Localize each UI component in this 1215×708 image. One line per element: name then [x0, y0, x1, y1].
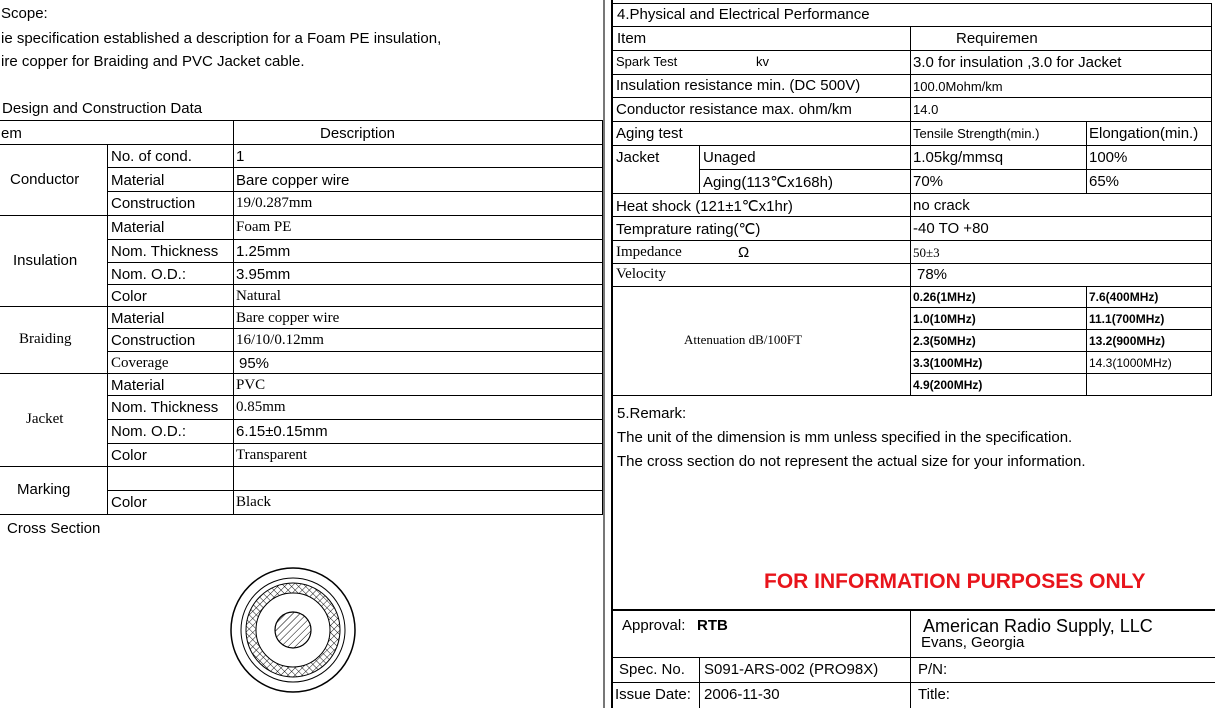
title-label: Title: [918, 686, 950, 703]
spec-no-value: S091-ARS-002 (PRO98X) [704, 661, 879, 678]
row-label: Color [111, 288, 147, 305]
left-table-vline-b [233, 120, 234, 514]
titleblock-top [612, 609, 1215, 611]
perf-line [612, 26, 1212, 27]
row-value: 19/0.287mm [236, 195, 313, 211]
row-sep [107, 239, 603, 240]
center-divider-2 [611, 0, 613, 708]
attenuation-label: Attenuation dB/100FT [684, 332, 803, 347]
attenuation-value: 14.3(1000MHz) [1089, 356, 1172, 370]
attenuation-value: 1.0(10MHz) [913, 312, 976, 326]
row-value: 0.85mm [236, 399, 286, 415]
row-sep [107, 351, 603, 352]
row-value: Natural [236, 288, 281, 304]
row-value: Foam PE [236, 219, 292, 235]
velocity-value: 78% [917, 266, 948, 283]
conductor-resistance-value: 14.0 [913, 102, 939, 117]
attenuation-value: 0.26(1MHz) [913, 290, 976, 304]
row-label: Construction [111, 332, 196, 349]
row-label: Material [111, 310, 165, 327]
group-jacket: Jacket [26, 411, 64, 427]
heat-shock-label: Heat shock (121±1℃x1hr) [616, 198, 793, 215]
row-label: Color [111, 494, 147, 511]
atten-line [910, 329, 1212, 330]
aged-tensile: 70% [913, 173, 944, 190]
impedance-label: Impedance [616, 244, 682, 260]
right-top-line [612, 3, 1212, 4]
group-braiding: Braiding [19, 331, 72, 347]
insulation-resistance-label: Insulation resistance min. (DC 500V) [616, 77, 861, 94]
approval-label: Approval: [622, 617, 686, 634]
attenuation-value: 13.2(900MHz) [1089, 334, 1166, 348]
row-label: Coverage [111, 355, 169, 371]
issue-date-value: 2006-11-30 [704, 686, 780, 703]
row-sep [107, 419, 603, 420]
conductor-resistance-label: Conductor resistance max. ohm/km [616, 101, 852, 118]
row-value: 1.25mm [236, 243, 291, 260]
perf-line [612, 97, 1212, 98]
scope-line-1: ie specification established a description for a Foam PE insulation, [1, 30, 442, 47]
row-sep [107, 284, 603, 285]
perf-line [612, 263, 1212, 264]
perf-line [699, 169, 1212, 170]
attenuation-value: 7.6(400MHz) [1089, 290, 1159, 304]
row-label: No. of cond. [111, 148, 192, 165]
center-divider [603, 0, 605, 708]
row-label: Nom. O.D.: [111, 423, 187, 440]
scope-title: Scope: [1, 5, 48, 22]
remark-line-2: The cross section do not represent the actual size for your information. [617, 453, 1086, 470]
row-label: Nom. Thickness [111, 243, 219, 260]
perf-vline [910, 26, 911, 395]
group-sep [0, 466, 603, 467]
company-name: American Radio Supply, LLC [923, 616, 1153, 636]
row-value: Black [236, 494, 271, 510]
titleblock-line [612, 682, 1215, 683]
aged-elongation: 65% [1089, 173, 1120, 190]
group-sep [0, 373, 603, 374]
heat-shock-value: no crack [913, 197, 970, 214]
design-title: Design and Construction Data [2, 100, 203, 117]
spark-test-unit: kv [756, 54, 769, 69]
cross-section-title: Cross Section [7, 520, 101, 537]
group-conductor: Conductor [10, 171, 80, 188]
scope-line-2: ire copper for Braiding and PVC Jacket cable. [1, 53, 305, 70]
left-table-header-line [0, 144, 603, 145]
insulation-resistance-value: 100.0Mohm/km [913, 79, 1003, 94]
perf-line [612, 216, 1212, 217]
aged-label: Aging(113℃x168h) [703, 174, 833, 191]
temperature-value: -40 TO +80 [913, 220, 989, 237]
cable-cross-section-drawing [228, 565, 358, 695]
titleblock-vline [910, 609, 911, 708]
group-sep [0, 306, 603, 307]
row-label: Material [111, 377, 165, 394]
perf-header-item: Item [617, 30, 647, 47]
spark-test-label: Spark Test [616, 54, 678, 69]
tensile-strength-label: Tensile Strength(min.) [913, 126, 1040, 141]
temperature-label: Temprature rating(℃) [616, 221, 761, 238]
perf-header-requirement: Requiremen [956, 30, 1038, 47]
row-value: Transparent [236, 447, 308, 463]
atten-line [910, 351, 1212, 352]
atten-line [910, 307, 1212, 308]
left-header-description: Description [320, 125, 396, 142]
group-marking: Marking [17, 481, 71, 498]
perf-line [612, 121, 1212, 122]
perf-line [612, 50, 1212, 51]
left-table-bottom-line [0, 514, 603, 515]
row-sep [107, 490, 603, 491]
perf-vline-elong [1086, 121, 1087, 193]
row-label: Nom. O.D.: [111, 266, 187, 283]
left-header-item: em [1, 125, 22, 142]
row-sep [107, 191, 603, 192]
right-edge [1211, 3, 1212, 395]
impedance-unit: Ω [738, 244, 750, 261]
issue-date-label: Issue Date: [615, 686, 691, 703]
unaged-elongation: 100% [1089, 149, 1128, 166]
approval-value: RTB [697, 617, 728, 634]
row-value: 3.95mm [236, 266, 291, 283]
attenuation-value: 4.9(200MHz) [913, 378, 983, 392]
row-value: 95% [239, 355, 270, 372]
row-label: Material [111, 172, 165, 189]
company-location: Evans, Georgia [921, 634, 1025, 651]
unaged-tensile: 1.05kg/mmsq [913, 149, 1004, 166]
performance-title: 4.Physical and Electrical Performance [617, 6, 870, 23]
attenuation-value: 3.3(100MHz) [913, 356, 983, 370]
perf-line [612, 193, 1212, 194]
attenuation-value: 11.1(700MHz) [1089, 312, 1165, 326]
row-label: Nom. Thickness [111, 399, 219, 416]
row-value: Bare copper wire [236, 310, 340, 326]
row-sep [107, 443, 603, 444]
left-table-vline-a [107, 144, 108, 514]
row-sep [107, 395, 603, 396]
unaged-label: Unaged [703, 149, 756, 166]
perf-line [612, 240, 1212, 241]
perf-vline-atten [1086, 286, 1087, 395]
row-sep [107, 167, 603, 168]
elongation-label: Elongation(min.) [1089, 125, 1199, 142]
information-only-disclaimer: FOR INFORMATION PURPOSES ONLY [764, 570, 1146, 593]
row-label: Material [111, 219, 165, 236]
row-value: 16/10/0.12mm [236, 332, 324, 348]
row-sep [107, 328, 603, 329]
perf-bottom-line [612, 395, 1212, 396]
row-value: PVC [236, 377, 266, 393]
left-table-top-line [0, 120, 603, 121]
perf-line [612, 145, 1212, 146]
spark-test-value: 3.0 for insulation ,3.0 for Jacket [913, 54, 1122, 71]
perf-line [612, 74, 1212, 75]
row-value: 1 [236, 148, 245, 165]
velocity-label: Velocity [616, 266, 666, 282]
row-label: Construction [111, 195, 196, 212]
titleblock-line [612, 657, 1215, 658]
row-sep [107, 262, 603, 263]
perf-line [612, 286, 1212, 287]
row-value: 6.15±0.15mm [236, 423, 328, 440]
attenuation-value: 2.3(50MHz) [913, 334, 976, 348]
atten-line [910, 373, 1212, 374]
pn-label: P/N: [918, 661, 948, 678]
group-insulation: Insulation [13, 252, 78, 269]
remark-line-1: The unit of the dimension is mm unless specified in the specification. [617, 429, 1073, 446]
row-label: Color [111, 447, 147, 464]
jacket-label: Jacket [616, 149, 660, 166]
group-sep [0, 215, 603, 216]
row-value: Bare copper wire [236, 172, 350, 189]
impedance-value: 50±3 [913, 245, 940, 260]
remark-title: 5.Remark: [617, 405, 687, 422]
aging-test-label: Aging test [616, 125, 683, 142]
spec-no-label: Spec. No. [619, 661, 685, 678]
